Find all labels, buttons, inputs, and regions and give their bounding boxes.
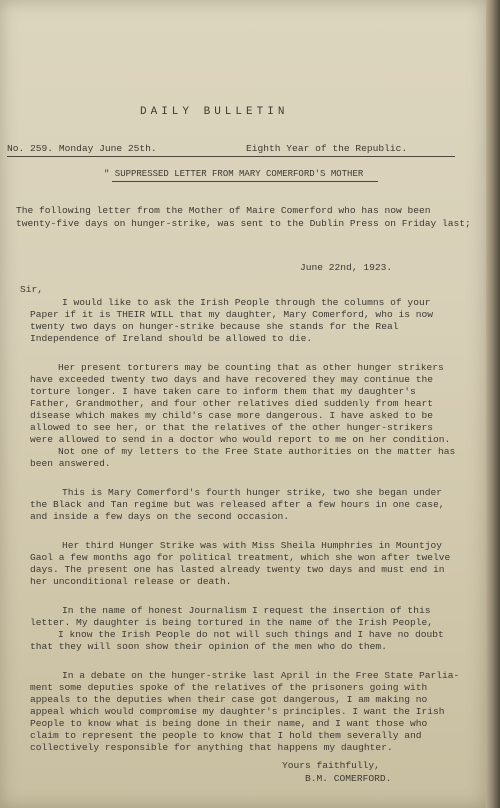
letter-line: I would like to ask the Irish People through the columns of your [62, 297, 431, 308]
header-rule [7, 156, 455, 157]
letter-line: Paper if it is THEIR WILL that my daughter, Mary Comerford, who is now [30, 309, 434, 320]
intro-line: The following letter from the Mother of Maire Comerford who has now been [16, 205, 431, 216]
signature: B.M. COMERFORD. [305, 773, 392, 784]
letter-line: her unconditional release or death. [30, 576, 232, 587]
binding-edge [486, 0, 500, 808]
letter-line: This is Mary Comerford's fourth hunger strike, two she began under [62, 487, 442, 498]
letter-line: twenty two days on hunger-strike because she stands for the Real [30, 321, 399, 332]
letter-line: appeals to the deputies when their case got dangerous, I am making no [30, 694, 428, 705]
letter-line: I know the Irish People do not will such things and I have no doubt [58, 629, 444, 640]
letter-line: that they will soon show their opinion of the men who do them. [30, 641, 387, 652]
letter-line: days. The present one has lasted already twenty two days and must end in [30, 564, 445, 575]
headline: " SUPPRESSED LETTER FROM MARY COMERFORD'S MOTHER [104, 169, 364, 179]
letter-line: Gaol a few months ago for political treatment, which she won after twelve [30, 552, 451, 563]
letter-line: appeal which would compromise my daughter's principles. I want the Irish [30, 706, 445, 717]
headline-underline [112, 181, 378, 182]
letter-date: June 22nd, 1923. [300, 262, 393, 273]
closing: Yours faithfully, [282, 760, 380, 771]
letter-line: claim to represent the people to know that I hold them severally and [30, 730, 422, 741]
letter-line: have exceeded twenty two days and have recovered they may continue the [30, 374, 434, 385]
letter-line: Independence of Ireland should be allowed to die. [30, 333, 313, 344]
letter-line: been answered. [30, 458, 111, 469]
letter-line: torture longer. I have taken care to inform them that my daughter's [30, 386, 416, 397]
letter-line: Not one of my letters to the Free State authorities on the matter has [58, 446, 456, 457]
letter-line: People to know what is being done in their name, and I want those who [30, 718, 428, 729]
letter-line: the Black and Tan regime but was released after a few hours in one case, [30, 499, 445, 510]
letter-line: Her third Hunger Strike was with Miss Sheila Humphries in Mountjoy [62, 540, 442, 551]
letter-line: letter. My daughter is being tortured in the name of the Irish People, [30, 617, 434, 628]
letter-line: In a debate on the hunger-strike last April in the Free State Parlia- [62, 670, 460, 681]
letter-line: allowed to see her, or that the relatives of the other hunger-strikers [30, 422, 434, 433]
letter-line: ment some deputies spoke of the relatives of the prisoners going with [30, 682, 428, 693]
letter-line: Father, Grandmother, and four other relatives died suddenly from heart [30, 398, 434, 409]
bulletin-title: DAILY BULLETIN [140, 106, 289, 118]
republic-year: Eighth Year of the Republic. [246, 143, 408, 154]
intro-line: twenty-five days on hunger-strike, was sent to the Dublin Press on Friday last; [16, 218, 471, 229]
letter-line: In the name of honest Journalism I request the insertion of this [62, 605, 431, 616]
salutation: Sir, [20, 284, 44, 295]
issue-number-date: No. 259. Monday June 25th. [7, 143, 157, 154]
letter-line: Her present torturers may be counting that as other hunger strikers [58, 362, 444, 373]
letter-line: and inside a few days on the second occasion. [30, 511, 290, 522]
letter-line: collectively responsible for anything that happens my daughter. [30, 742, 393, 753]
letter-line: disease which makes my child's case more dangerous. I have asked to be [30, 410, 434, 421]
letter-line: were allowed to send in a doctor who would report to me on her condition. [30, 434, 451, 445]
